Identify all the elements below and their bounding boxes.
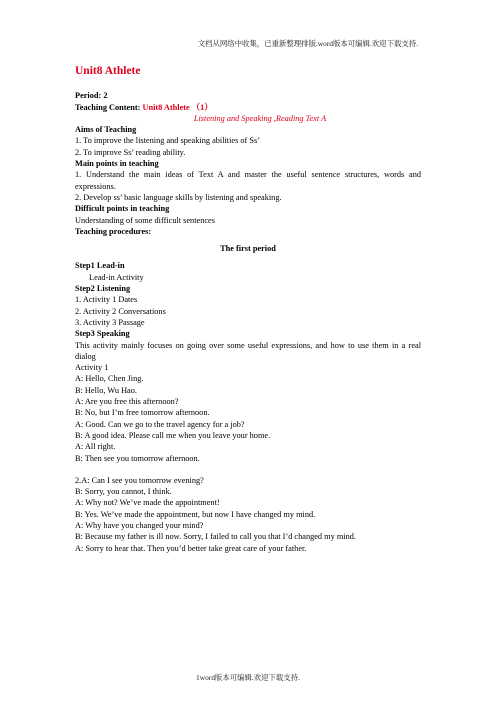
- teaching-content-value: Unit8 Athlete （1）: [142, 102, 213, 112]
- dialog-line: B: Then see you tomorrow afternoon.: [75, 453, 200, 463]
- dialog-line: B: Because my father is ill now. Sorry, I failed to call you that I’d changed my mind.: [75, 532, 356, 542]
- dialog-line: B: A good idea. Please call me when you leave your home.: [75, 430, 271, 440]
- main-points-item: 1. Understand the main ideas of Text A and master the useful sentence structures, words and expressions.: [75, 170, 421, 191]
- main-points-heading: Main points in teaching: [75, 159, 159, 169]
- dialog-line: B: Sorry, you cannot, I think.: [75, 487, 172, 497]
- dialog-line: A: Good. Can we go to the travel agency for a job?: [75, 419, 245, 429]
- difficult-points-text: Understanding of some difficult sentences: [75, 215, 215, 225]
- period-line: Period: 2: [75, 91, 108, 101]
- dialog-line: A: Sorry to hear that. Then you’d better take great care of your father.: [75, 543, 307, 553]
- teaching-content-line: [75, 102, 421, 113]
- main-points-item: 2. Develop ss’ basic language skills by listening and speaking.: [75, 192, 282, 202]
- dialog-line: A: Why not? We’ve made the appointment!: [75, 498, 220, 508]
- teaching-content-label: Teaching Content:: [75, 102, 143, 112]
- aims-heading: Aims of Teaching: [75, 125, 137, 135]
- page-footer: 1word版本可编辑.欢迎下载支持.: [196, 673, 300, 682]
- step2-item: 1. Activity 1 Dates: [75, 295, 138, 305]
- dialog-line: A: Are you free this afternoon?: [75, 397, 179, 407]
- procedures-heading: Teaching procedures:: [75, 226, 152, 236]
- step2-heading: Step2 Listening: [75, 284, 131, 294]
- step1-sub: Lead-in Activity: [89, 272, 144, 282]
- step3-intro: This activity mainly focuses on going over some useful expressions, and how to use them in a real dialog: [75, 340, 421, 361]
- document-body: [75, 66, 421, 554]
- activity-label: Activity 1: [75, 363, 109, 373]
- unit-title: Unit8 Athlete: [75, 65, 141, 77]
- step2-item: 3. Activity 3 Passage: [75, 317, 145, 327]
- dialog-line: A: Hello, Chen Jing.: [75, 374, 144, 384]
- dialog-line: B: No, but I’m free tomorrow afternoon.: [75, 408, 210, 418]
- page-header: 文档从网络中收集，已重新整理排版.word版本可编辑.欢迎下载支持.: [197, 39, 418, 48]
- dialog-line: A: All right.: [75, 442, 116, 452]
- difficult-points-heading: Difficult points in teaching: [75, 204, 170, 214]
- step2-item: 2. Activity 2 Conversations: [75, 306, 166, 316]
- dialog-line: 2.A: Can I see you tomorrow evening?: [75, 475, 204, 485]
- step3-heading: Step3 Speaking: [75, 329, 130, 339]
- aims-item: 2. To improve Ss’ reading ability.: [75, 147, 186, 157]
- dialog-line: B: Hello, Wu Hao.: [75, 385, 137, 395]
- dialog-line: A: Why have you changed your mind?: [75, 520, 204, 530]
- dialog-line: B: Yes. We’ve made the appointment, but now I have changed my mind.: [75, 509, 316, 519]
- lesson-subtitle: Listening and Speaking ,Reading Text A: [193, 113, 327, 123]
- aims-item: 1. To improve the listening and speaking abilities of Ss’: [75, 136, 260, 146]
- step1-heading: Step1 Lead-in: [75, 261, 125, 271]
- first-period-heading: The first period: [220, 244, 276, 254]
